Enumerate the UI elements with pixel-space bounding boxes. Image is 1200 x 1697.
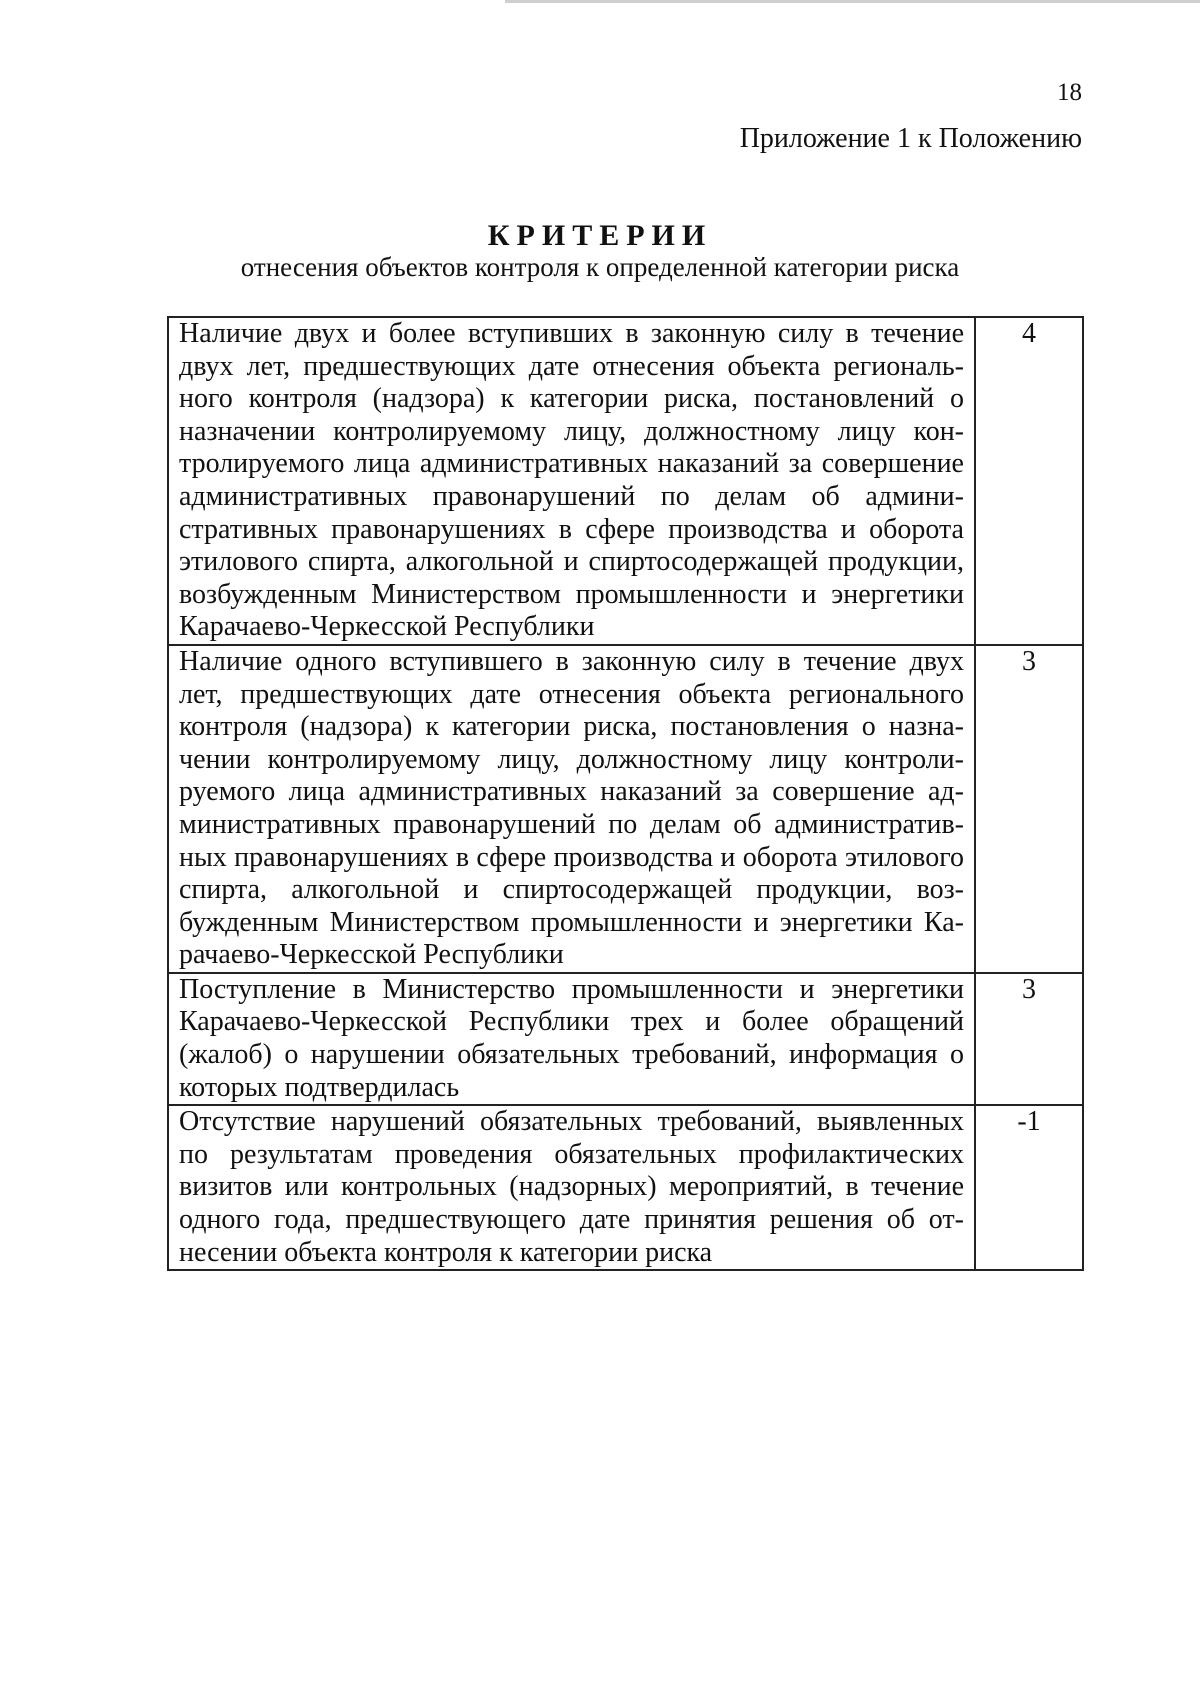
- document-subtitle: отнесения объектов контроля к определенной категории риска: [240, 252, 960, 282]
- criterion-score: 4: [975, 317, 1083, 645]
- criteria-row: [168, 645, 1083, 973]
- appendix-note: Приложение 1 к Положению: [739, 123, 1082, 154]
- criterion-description: Наличие одного вступившего в законную силу в течение двух лет, предшествующих дате отнесения объекта регионального контроля (надзора) к категории риска, постановления о назначении контролируемому лицу, должностному лицу контролируемого лица административных наказаний за совершение административных правонарушений по делам об административных правонарушениях в сфере производства и оборота этилового спирта, алкогольной и спиртосодержащей продукции, возбужденным Министерством промышленности и энергетики Карачаево-Черкесской Республики: [168, 645, 975, 973]
- criterion-score: -1: [975, 1105, 1083, 1270]
- criteria-row: [168, 317, 1083, 645]
- criterion-score: 3: [975, 973, 1083, 1105]
- criteria-row: [168, 1105, 1083, 1270]
- scan-edge-line: [505, 0, 1200, 3]
- criterion-description: Наличие двух и более вступивших в законную силу в течение двух лет, предшествующих дате отнесения объекта регионального контроля (надзора) к категории риска, постановлений о назначении контролируемому лицу, должностному лицу контролируемого лица административных наказаний за совершение административных правонарушений по делам об административных правонарушениях в сфере производства и оборота этилового спирта, алкогольной и спиртосодержащей продукции, возбужденным Министерством промышленности и энергетики Карачаево-Черкесской Республики: [168, 317, 975, 645]
- criterion-description: Поступление в Министерство промышленности и энергетики Карачаево-Черкесской Республики трех и более обращений (жалоб) о нарушении обязательных требований, информация о которых подтвердилась: [168, 973, 975, 1105]
- criterion-score: 3: [975, 645, 1083, 973]
- page-number: 18: [1057, 79, 1082, 106]
- criterion-description: Отсутствие нарушений обязательных требований, выявленных по результатам проведения обязательных профилактических визитов или контрольных (надзорных) мероприятий, в течение одного года, предшествующего дате принятия решения об отнесении объекта контроля к категории риска: [168, 1105, 975, 1270]
- criteria-row: [168, 973, 1083, 1105]
- document-title: КРИТЕРИИ: [487, 219, 713, 252]
- criteria-table: [167, 316, 1084, 1271]
